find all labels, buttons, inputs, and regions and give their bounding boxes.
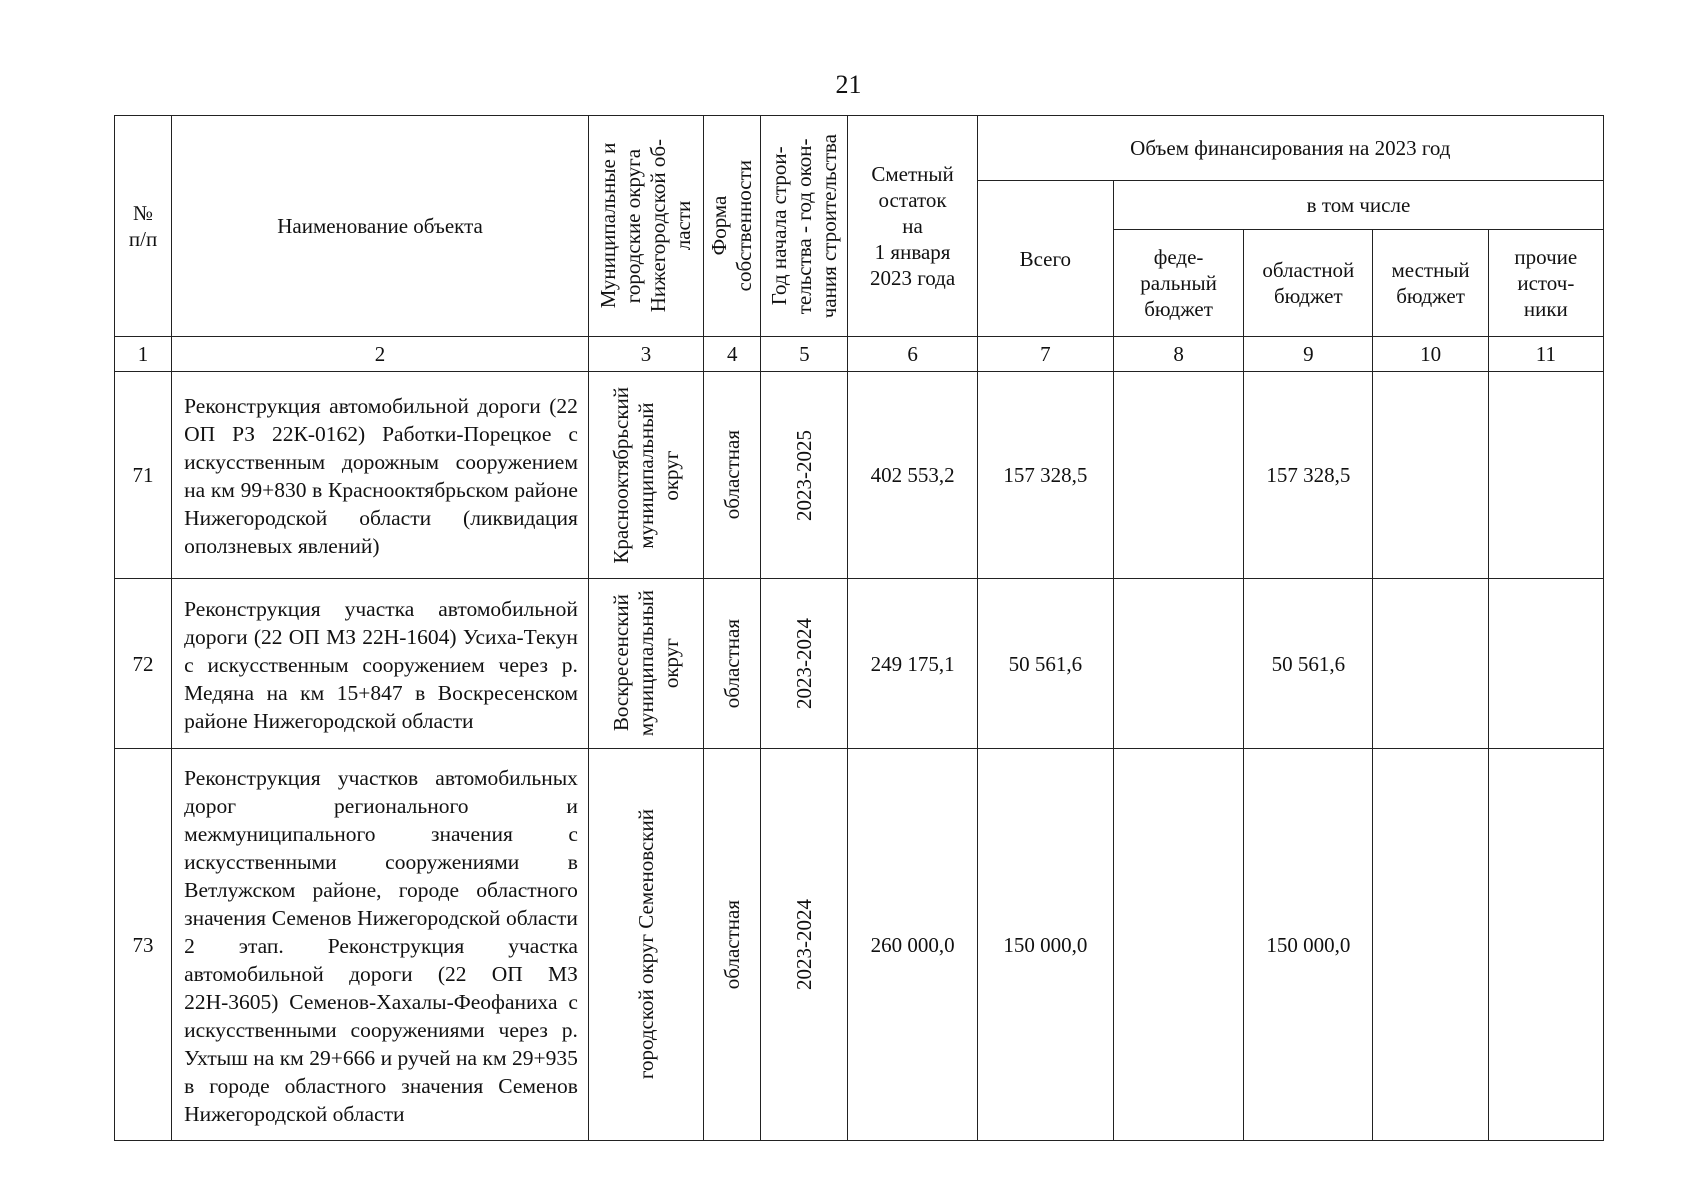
remainder-cell: 249 175,1 bbox=[848, 579, 977, 749]
row-num: 72 bbox=[115, 579, 172, 749]
federal-cell bbox=[1113, 579, 1243, 749]
financing-table bbox=[114, 115, 1604, 1141]
local-cell bbox=[1373, 579, 1488, 749]
header-years-text: Год начала строи- тельства - год окон- чания строительства bbox=[766, 133, 841, 319]
col-num-9: 9 bbox=[1244, 337, 1373, 372]
header-num: № п/п bbox=[115, 116, 172, 337]
col-num-3: 3 bbox=[588, 337, 703, 372]
row-num: 71 bbox=[115, 372, 172, 579]
remainder-cell: 402 553,2 bbox=[848, 372, 977, 579]
other-cell bbox=[1488, 372, 1603, 579]
ownership-text: областная bbox=[719, 430, 744, 520]
other-cell bbox=[1488, 749, 1603, 1141]
col-num-1: 1 bbox=[115, 337, 172, 372]
local-cell bbox=[1373, 372, 1488, 579]
municipal-text: городской округ Семеновский bbox=[633, 809, 658, 1080]
municipal-cell bbox=[588, 749, 703, 1141]
regional-cell: 50 561,6 bbox=[1244, 579, 1373, 749]
years-text: 2023-2025 bbox=[791, 429, 816, 521]
table-row bbox=[115, 579, 1604, 749]
header-municipal bbox=[588, 116, 703, 337]
regional-cell: 150 000,0 bbox=[1244, 749, 1373, 1141]
ownership-cell bbox=[704, 579, 761, 749]
header-name: Наименование объекта bbox=[172, 116, 589, 337]
municipal-cell bbox=[588, 372, 703, 579]
ownership-cell bbox=[704, 749, 761, 1141]
years-text: 2023-2024 bbox=[791, 618, 816, 709]
col-num-5: 5 bbox=[761, 337, 848, 372]
col-num-6: 6 bbox=[848, 337, 977, 372]
years-cell bbox=[761, 749, 848, 1141]
header-federal: феде- ральный бюджет bbox=[1113, 230, 1243, 337]
object-name: Реконструкция участка автомобильной дороги (22 ОП МЗ 22Н-1604) Усиха-Текун с искусственным сооружением через р. Медяна на км 15+847 в Воскресенском районе Нижегородской области bbox=[172, 579, 589, 749]
header-ownership-text: Форма собственности bbox=[707, 160, 757, 292]
table-row bbox=[115, 372, 1604, 579]
header-local: местный бюджет bbox=[1373, 230, 1488, 337]
col-num-10: 10 bbox=[1373, 337, 1488, 372]
federal-cell bbox=[1113, 372, 1243, 579]
years-text: 2023-2024 bbox=[791, 899, 816, 990]
municipal-cell bbox=[588, 579, 703, 749]
col-num-11: 11 bbox=[1488, 337, 1603, 372]
total-cell: 157 328,5 bbox=[977, 372, 1113, 579]
object-name: Реконструкция автомобильной дороги (22 ОП РЗ 22К-0162) Работки-Порецкое с искусственным дорожным сооружением на км 99+830 в Краснооктябрьском районе Нижегородской области (ликвидация оползневых явлений) bbox=[172, 372, 589, 579]
header-remainder: Сметный остаток на 1 января 2023 года bbox=[848, 116, 977, 337]
header-funding: Объем финансирования на 2023 год bbox=[977, 116, 1603, 181]
federal-cell bbox=[1113, 749, 1243, 1141]
row-num: 73 bbox=[115, 749, 172, 1141]
header-years bbox=[761, 116, 848, 337]
col-num-4: 4 bbox=[704, 337, 761, 372]
header-municipal-text: Муниципальные и городские округа Нижегородской об- ласти bbox=[596, 139, 696, 313]
col-num-8: 8 bbox=[1113, 337, 1243, 372]
other-cell bbox=[1488, 579, 1603, 749]
regional-cell: 157 328,5 bbox=[1244, 372, 1373, 579]
table-row bbox=[115, 749, 1604, 1141]
column-number-row bbox=[115, 337, 1604, 372]
ownership-text: областная bbox=[719, 618, 744, 709]
object-name: Реконструкция участков автомобильных дорог регионального и межмуниципального значения с искусственными сооружениями в Ветлужском районе, городе областного значения Семенов Нижегородской области 2 этап. Реконструкция участка автомобильной дороги (22 ОП МЗ 22Н-3605) Семенов-Хахалы-Феофаниха с искусственными сооружениями через р. Ухтыш на км 29+666 и ручей на км 29+935 в городе областного значения Семенов Нижегородской области bbox=[172, 749, 589, 1141]
remainder-cell: 260 000,0 bbox=[848, 749, 977, 1141]
municipal-text: Краснооктябрьский муниципальный округ bbox=[608, 386, 683, 564]
total-cell: 150 000,0 bbox=[977, 749, 1113, 1141]
total-cell: 50 561,6 bbox=[977, 579, 1113, 749]
header-other: прочие источ- ники bbox=[1488, 230, 1603, 337]
col-num-2: 2 bbox=[172, 337, 589, 372]
ownership-cell bbox=[704, 372, 761, 579]
local-cell bbox=[1373, 749, 1488, 1141]
municipal-text: Воскресенский муниципальный округ bbox=[608, 590, 683, 737]
page-number: 21 bbox=[835, 70, 862, 99]
header-ownership bbox=[704, 116, 761, 337]
ownership-text: областная bbox=[719, 899, 744, 990]
col-num-7: 7 bbox=[977, 337, 1113, 372]
header-total: Всего bbox=[977, 181, 1113, 337]
header-including: в том числе bbox=[1113, 181, 1603, 230]
years-cell bbox=[761, 579, 848, 749]
header-regional: областной бюджет bbox=[1244, 230, 1373, 337]
years-cell bbox=[761, 372, 848, 579]
